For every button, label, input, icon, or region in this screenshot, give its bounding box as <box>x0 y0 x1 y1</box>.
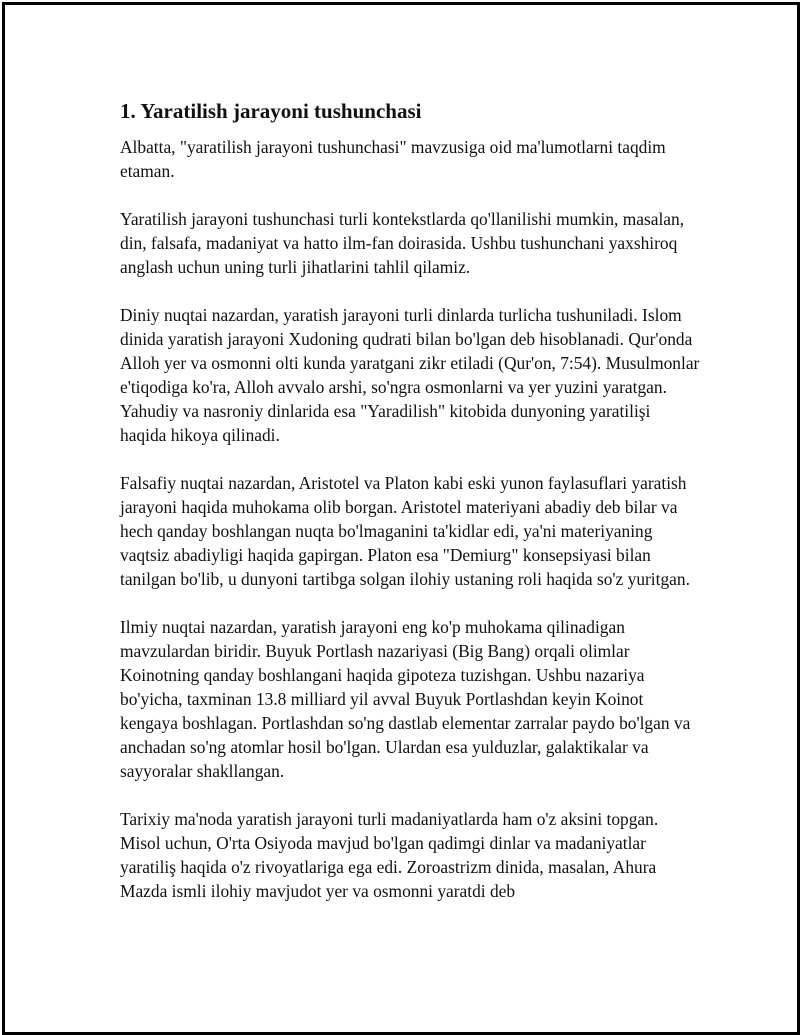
paragraph-scientific: Ilmiy nuqtai nazardan, yaratish jarayoni eng ko'p muhokama qilinadigan mavzulardan biridir. Buyuk Portlash nazariyasi (Big Bang) orqali olimlar Koinotning qanday boshlangani haqida gipoteza tuzishgan. Ushbu nazariya bo'yicha, taxminan 13.8 milliard yil avval Buyuk Portlashdan keyin Koinot kengaya boshlagan. Portlashdan so'ng dastlab elementar zarralar paydo bo'lgan va anchadan so'ng atomlar hosil bo'lgan. Ulardan esa yulduzlar, galaktikalar va sayyoralar shakllangan. <box>120 617 691 781</box>
paragraph-religious: Diniy nuqtai nazardan, yaratish jarayoni turli dinlarda turlicha tushuniladi. Islom dinida yaratish jarayoni Xudoning qudrati bilan bo'lgan deb hisoblanadi. Qur'onda Alloh yer va osmonni olti kunda yaratgani zikr etiladi (Qur'on, 7:54). Musulmonlar e'tiqodiga ko'ra, Alloh avvalo arshi, so'ngra osmonlarni va yer yuzini yaratgan. Yahudiy va nasroniy dinlarida esa "Yaradilish" kitobida dunyoning yaratilişi haqida hikoya qilinadi. <box>120 305 700 445</box>
paragraph-historical: Tarixiy ma'noda yaratish jarayoni turli madaniyatlarda ham o'z aksini topgan. Misol uchun, O'rta Osiyoda mavjud bo'lgan qadimgi dinlar va madaniyatlar yaratiliş haqida o'z rivoyatlariga ega edi. Zoroastrizm dinida, masalan, Ahura Mazda ismli ilohiy mavjudot yer va osmonni yaratdi deb <box>120 809 659 901</box>
paragraph-overview: Yaratilish jarayoni tushunchasi turli kontekstlarda qo'llanilishi mumkin, masalan, din, falsafa, madaniyat va hatto ilm-fan doirasida. Ushbu tushunchani yaxshiroq anglash uchun uning turli jihatlarini tahlil qilamiz. <box>120 209 685 277</box>
section-title: 1. Yaratilish jarayoni tushunchasi <box>120 99 422 123</box>
document-body <box>120 97 700 927</box>
page-frame <box>2 2 800 1035</box>
paragraph-philosophical: Falsafiy nuqtai nazardan, Aristotel va Platon kabi eski yunon faylasuflari yaratish jarayoni haqida muhokama olib borgan. Aristotel materiyani abadiy deb bilar va hech qanday boshlangan nuqta bo'lmaganini ta'kidlar edi, ya'ni materiyaning vaqtsiz abadiyligi haqida gapirgan. Platon esa "Demiurg" konsepsiyasi bilan tanilgan bo'lib, u dunyoni tartibga solgan ilohiy ustaning roli haqida so'z yuritgan. <box>120 473 690 589</box>
paragraph-intro: Albatta, "yaratilish jarayoni tushunchasi" mavzusiga oid ma'lumotlarni taqdim etaman. <box>120 137 666 181</box>
